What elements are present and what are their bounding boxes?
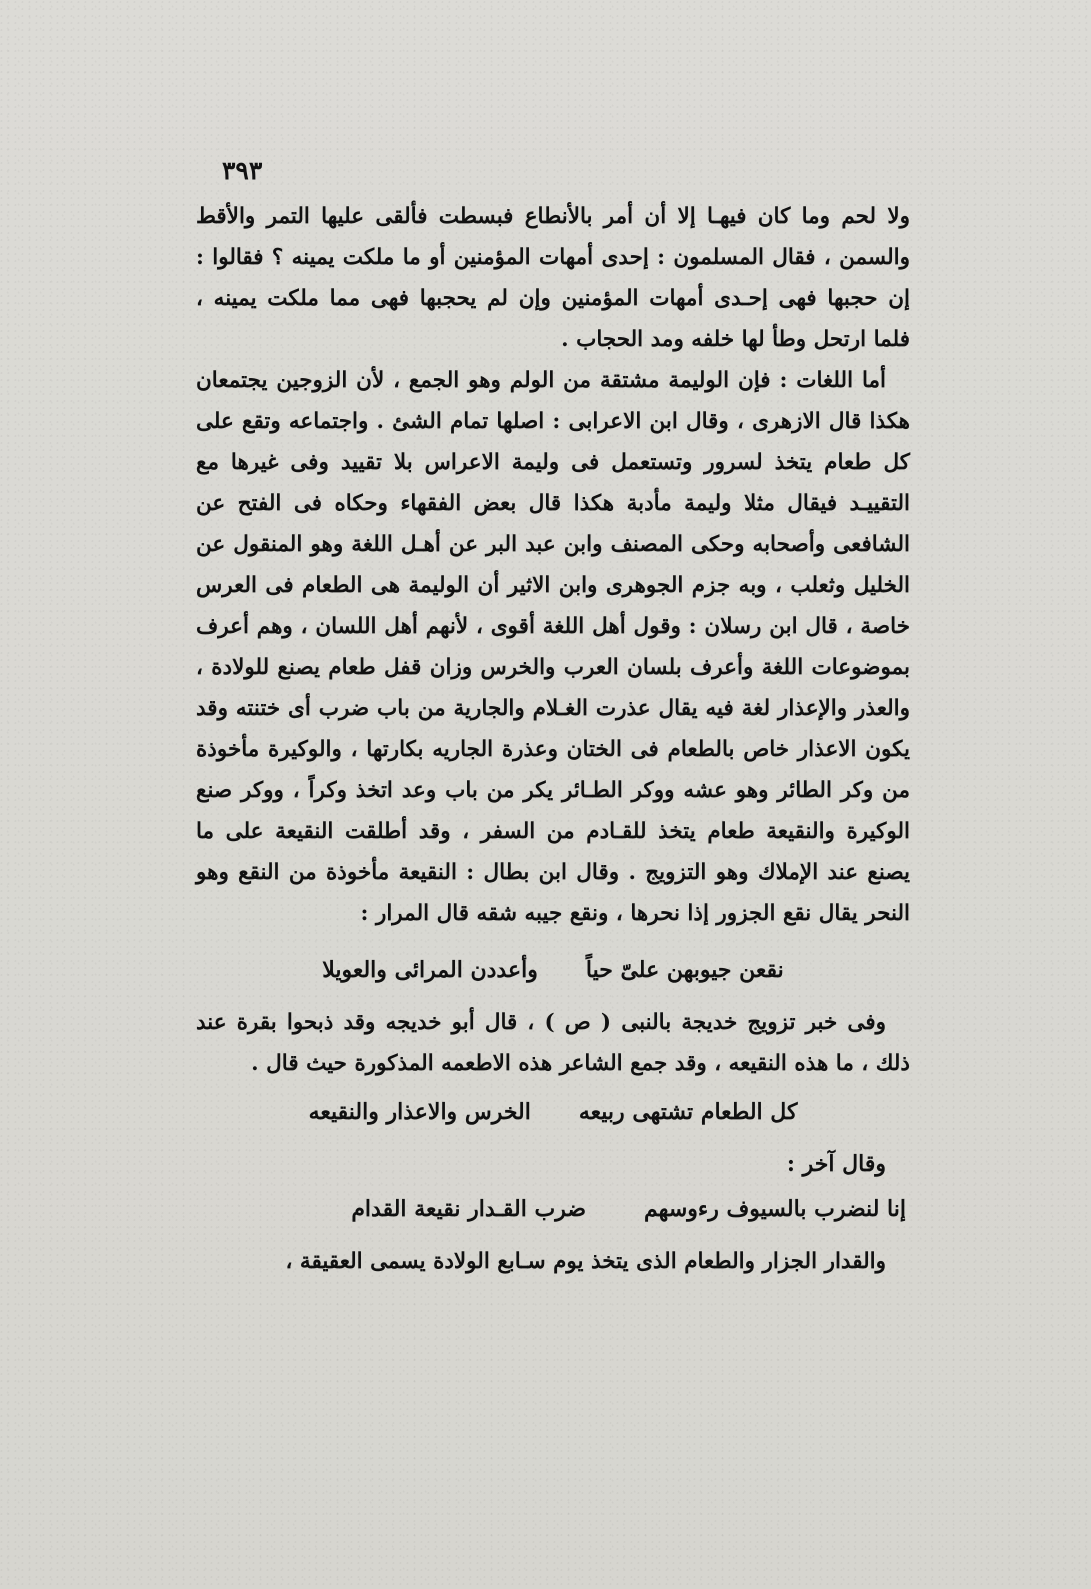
paragraph-4: وقال آخر : — [786, 1151, 886, 1177]
verse-1-first-hemistich: نقعن جيوبهن علىّ حياً — [585, 957, 784, 983]
paragraph-5: والقدار الجزار والطعام الذى يتخذ يوم سـابع الولادة يسمى العقيقة ، — [285, 1249, 886, 1274]
page-number: ٣٩٣ — [222, 156, 263, 185]
paragraph-3: وفى خبر تزويج خديجة بالنبى ( ص ) ، قال أبو خديجه وقد ذبحوا بقرة عند ذلك ، ما هذه النقيعه ، وقد جمع الشاعر هذه الاطعمه المذكورة حيث قال . — [196, 1010, 910, 1076]
verse-2-second-hemistich: الخرس والاعذار والنقيعه — [308, 1099, 531, 1125]
paragraph-1: ولا لحم وما كان فيهـا إلا أن أمر بالأنطاع فبسطت فألقى عليها التمر والأقط والسمن ، فقال المسلمون : إحدى أمهات المؤمنين أو ما ملكت يمينه ؟ فقالوا : إن حجبها فهى إحـدى أمهات المؤمنين وإن لم يحجبها فهى مما ملكت يمينه ، فلما ارتحل وطأ لها خلفه ومد الحجاب . — [196, 204, 910, 352]
paragraph-2: أما اللغات : فإن الوليمة مشتقة من الولم وهو الجمع ، لأن الزوجين يجتمعان هكذا قال الازهرى ، وقال ابن الاعرابى : اصلها تمام الشئ . واجتماعه وتقع على كل طعام يتخذ لسرور وتستعمل فى وليمة الاعراس بلا تقييد وفى غيرها مع التقييـد فيقال مثلا وليمة مأدبة هكذا قال بعض الفقهاء وحكاه فى الفتح عن الشافعى وأصحابه وحكى المصنف وابن عبد البر عن أهـل اللغة وهو المنقول عن الخليل وثعلب ، وبه جزم الجوهرى وابن الاثير أن الوليمة هى الطعام فى العرس خاصة ، قال ابن رسلان : وقول أهل اللغة أقوى ، لأنهم أهل اللسان ، وهم أعرف بموضوعات اللغة وأعرف بلسان العرب والخرس وزان قفل طعام يصنع للولادة ، والعذر والإعذار لغة فيه يقال عذرت الغـلام والجارية من باب ضرب أى ختنته وقد يكون الاعذار خاص بالطعام فى الختان وعذرة الجاريه بكارتها ، والوكيرة مأخوذة من وكر الطائر وهو عشه ووكر الطـائر يكر من باب وعد اتخذ وكراً ، ووكر صنع الوكيرة والنقيعة طعام يتخذ للقـادم من السفر ، وقد أطلقت النقيعة على ما يصنع عند الإملاك وهو التزويج . وقال ابن بطال : النقيعة مأخوذة من النقع وهو النحر يقال نقع الجزور إذا نحرها ، ونقع جيبه شقه قال المرار : — [196, 368, 910, 926]
verse-2 — [196, 1088, 910, 1136]
verse-2-first-hemistich: كل الطعام تشتهى ربيعه — [578, 1099, 798, 1125]
page-body — [196, 196, 910, 1282]
verse-3-first-hemistich: إنا لنضرب بالسيوف رءوسهم — [644, 1196, 906, 1222]
verse-1 — [196, 946, 910, 994]
verse-3-second-hemistich: ضرب القـدار نقيعة القدام — [351, 1196, 587, 1222]
verse-3 — [196, 1185, 906, 1233]
verse-1-second-hemistich: وأعددن المرائى والعويلا — [322, 957, 538, 983]
